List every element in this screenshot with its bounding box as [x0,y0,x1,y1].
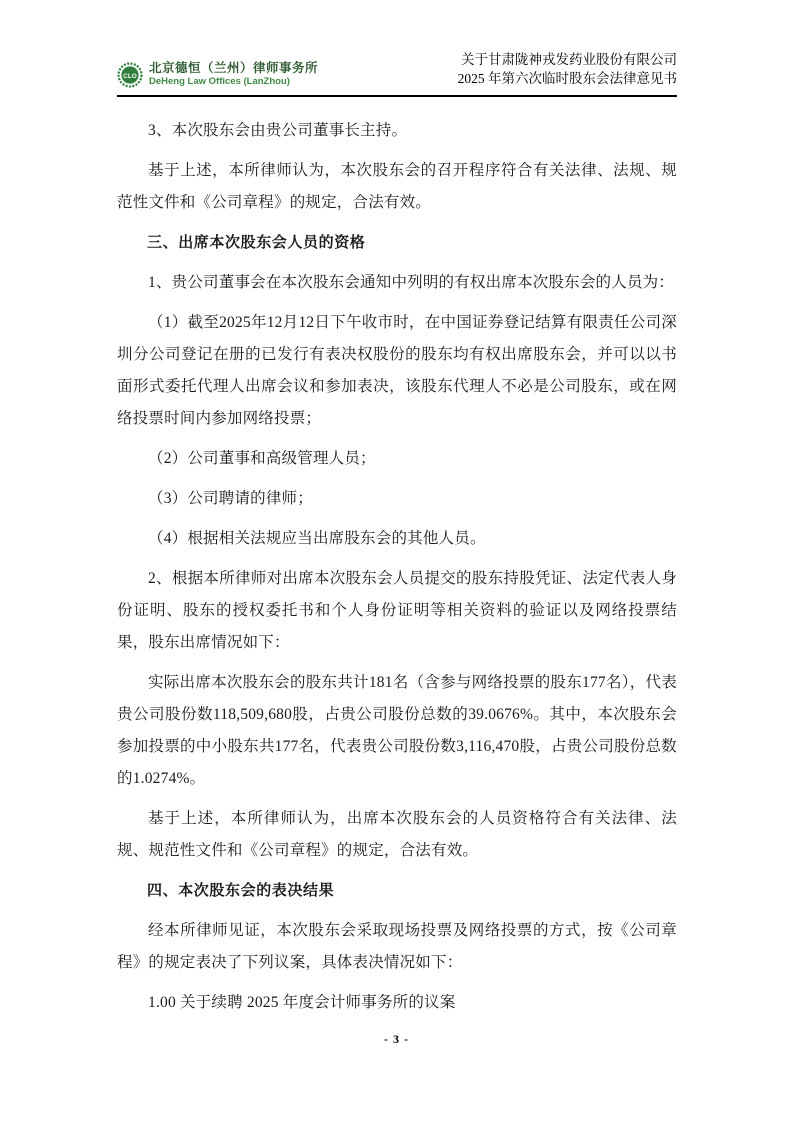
paragraph: 基于上述，本所律师认为，出席本次股东会的人员资格符合有关法律、法规、规范性文件和《公司章程》的规定，合法有效。 [117,810,677,859]
firm-logo-icon [117,62,143,88]
paragraph: 基于上述，本所律师认为，本次股东会的召开程序符合有关法律、法规、规范性文件和《公司章程》的规定，合法有效。 [117,162,677,211]
paragraph: 经本所律师见证，本次股东会采取现场投票及网络投票的方式，按《公司章程》的规定表决了下列议案，具体表决情况如下： [117,922,677,971]
doc-ref-line2: 2025 年第六次临时股东会法律意见书 [457,71,677,86]
document-reference [458,50,677,88]
firm-identity [117,61,318,89]
paragraph: （1）截至2025年12月12日下午收市时，在中国证券登记结算有限责任公司深圳分公司登记在册的已发行有表决权股份的股东均有权出席股东会，并可以以书面形式委托代理人出席会议和参加表决，该股东代理人不必是公司股东，或在网络投票时间内参加网络投票； [117,314,677,427]
paragraph: （4）根据相关法规应当出席股东会的其他人员。 [148,530,486,547]
firm-name-cn: 北京德恒（兰州）律师事务所 [149,60,319,75]
document-body [117,115,677,1019]
paragraph: 实际出席本次股东会的股东共计181名（含参与网络投票的股东177名），代表贵公司股份数118,509,680股，占贵公司股份总数的39.0676%。其中，本次股东会参加投票的中小股东共177名，代表贵公司股份数3,116,470股，占贵公司股份总数的1.0274%。 [117,674,677,787]
doc-ref-line1: 关于甘肃陇神戎发药业股份有限公司 [461,52,677,67]
section-heading: 三、出席本次股东会人员的资格 [147,234,366,251]
paragraph: （2）公司董事和高级管理人员； [148,450,376,467]
paragraph: 1.00 关于续聘 2025 年度会计师事务所的议案 [148,994,456,1011]
paragraph: 3、本次股东会由贵公司董事长主持。 [148,122,408,139]
paragraph: 2、根据本所律师对出席本次股东会人员提交的股东持股凭证、法定代表人身份证明、股东的授权委托书和个人身份证明等相关资料的验证以及网络投票结果，股东出席情况如下： [117,570,677,651]
page-number: - 3 - [384,1032,409,1046]
section-heading: 四、本次股东会的表决结果 [147,882,335,899]
paragraph: （3）公司聘请的律师； [148,490,313,507]
firm-name-en: DeHeng Law Offices (LanZhou) [149,76,290,88]
svg-text:CLO: CLO [123,72,137,80]
document-header [117,50,677,88]
header-divider [117,95,677,97]
paragraph: 1、贵公司董事会在本次股东会通知中列明的有权出席本次股东会的人员为： [148,274,675,291]
page-footer [0,1032,793,1047]
